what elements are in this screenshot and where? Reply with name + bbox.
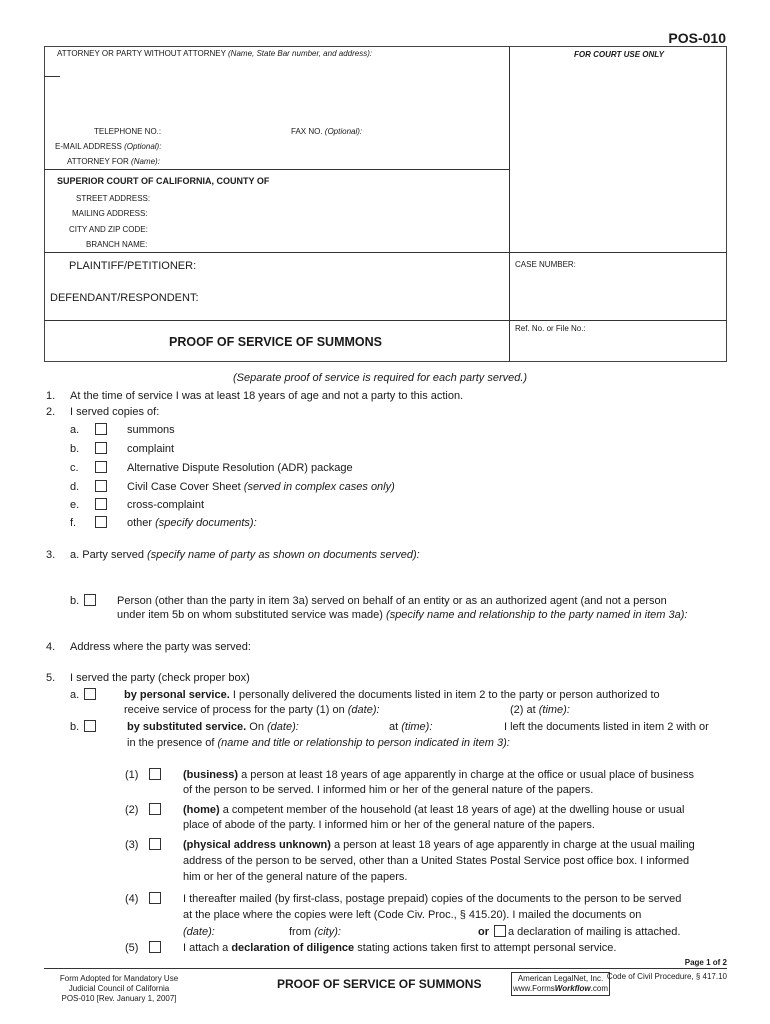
item5b-line2 — [127, 737, 510, 749]
address-unknown-label: (physical address unknown) — [183, 839, 331, 851]
business-label: (business) — [183, 769, 239, 781]
doc-label-other — [127, 517, 257, 529]
item3b-line2-text: under item 5b on whom substituted service was made) — [117, 609, 387, 621]
email-label — [55, 142, 161, 151]
item5b-at: at — [389, 721, 402, 733]
personal-service-label: by personal service. — [124, 689, 230, 701]
home-label: (home) — [183, 804, 220, 816]
cover-sheet-hint: (served in complex cases only) — [243, 481, 395, 493]
item5a-line2-text: receive service of process for the party (1) on — [124, 704, 348, 716]
item5-text: I served the party (check proper box) — [70, 672, 250, 684]
item3a-label: a. Party served — [70, 549, 148, 561]
street-label: STREET ADDRESS: — [76, 194, 151, 203]
item2-number: 2. — [46, 406, 56, 418]
item5a-line1 — [124, 689, 660, 701]
item5b-line2-hint: (name and title or relationship to person indicated in item 3): — [217, 737, 510, 749]
form-code: POS-010 — [668, 30, 726, 46]
doc-label-summons: summons — [127, 424, 175, 436]
item5a-line2 — [124, 704, 380, 716]
item3b-line1: Person (other than the party in item 3a) served on behalf of an entity or as an authorized agent (and not a person — [117, 595, 667, 607]
item3-number: 3. — [46, 549, 56, 561]
item5b-time-label: (time): — [401, 721, 433, 733]
fax-label-text: FAX NO. — [291, 127, 323, 136]
item5b-line2-pre: in the presence of — [127, 737, 218, 749]
attorney-label-text: ATTORNEY OR PARTY WITHOUT ATTORNEY — [57, 49, 226, 58]
declaration-mailing-checkbox[interactable] — [494, 925, 506, 937]
sub4-or: or — [478, 926, 489, 938]
adr-checkbox[interactable] — [95, 461, 107, 473]
branch-label: BRANCH NAME: — [86, 240, 148, 249]
sub5-text: stating actions taken first to attempt personal service. — [354, 942, 617, 954]
doc-label-cover-sheet — [127, 481, 395, 493]
page-number: Page 1 of 2 — [684, 958, 727, 967]
sub4-line2: at the place where the copies were left (Code Civ. Proc., § 415.20). I mailed the documents on — [183, 909, 642, 921]
sub4-from-text: from — [289, 926, 315, 938]
sub3-line2: address of the person to be served, other than a United States Postal Service post office box. I informed — [183, 855, 690, 867]
item5b-time — [389, 721, 432, 733]
sub1-line2: of the person to be served. I informed him or her of the general nature of the papers. — [183, 784, 594, 796]
legalnet-badge[interactable] — [511, 972, 610, 996]
diligence-checkbox[interactable] — [149, 941, 161, 953]
item3a-hint: (specify name of party as shown on documents served): — [147, 549, 420, 561]
footer-rule — [44, 968, 727, 969]
legalnet-url-a: www.Forms — [513, 984, 555, 993]
other-docs-checkbox[interactable] — [95, 516, 107, 528]
other-docs-hint: (specify documents): — [155, 517, 257, 529]
caption-box — [44, 46, 727, 362]
item5a-time — [510, 704, 570, 716]
fax-label — [291, 127, 362, 136]
sub2-number: (2) — [125, 804, 139, 816]
sub3-text: a person at least 18 years of age apparently in charge at the usual mailing — [330, 839, 695, 851]
divider-parties — [44, 320, 727, 321]
divider-court — [44, 252, 727, 253]
ref-no-label: Ref. No. or File No.: — [515, 324, 586, 333]
defendant-label: DEFENDANT/RESPONDENT: — [50, 292, 199, 304]
doc-letter: e. — [70, 499, 80, 511]
item5a-date-label: (date): — [347, 704, 380, 716]
attorney-for-text: ATTORNEY FOR — [67, 157, 129, 166]
code-citation: Code of Civil Procedure, § 417.10 — [606, 972, 727, 981]
summons-checkbox[interactable] — [95, 423, 107, 435]
complaint-checkbox[interactable] — [95, 442, 107, 454]
item5b-line1 — [127, 721, 299, 733]
sub4-line1: I thereafter mailed (by first-class, postage prepaid) copies of the documents to the person to be served — [183, 893, 682, 905]
substituted-service-checkbox[interactable] — [84, 720, 96, 732]
item4-number: 4. — [46, 641, 56, 653]
item5a-time-pre: (2) at — [510, 704, 539, 716]
sub1-line1 — [183, 769, 694, 781]
plaintiff-label: PLAINTIFF/PETITIONER: — [69, 260, 197, 272]
item5-number: 5. — [46, 672, 56, 684]
footer-title: PROOF OF SERVICE OF SUMMONS — [277, 977, 482, 991]
item5b-letter: b. — [70, 721, 80, 733]
caption-divider — [509, 46, 510, 362]
item2-text: I served copies of: — [70, 406, 160, 418]
sub3-line3: him or her of the general nature of the papers. — [183, 871, 408, 883]
doc-label-complaint: complaint — [127, 443, 175, 455]
address-unknown-checkbox[interactable] — [149, 838, 161, 850]
court-use-label: FOR COURT USE ONLY — [574, 50, 664, 59]
case-number-label: CASE NUMBER: — [515, 260, 576, 269]
sub2-text: a competent member of the household (at least 18 years of age) at the dwelling house or usual — [219, 804, 685, 816]
doc-label-cross-complaint: cross-complaint — [127, 499, 205, 511]
legalnet-name: American LegalNet, Inc. — [517, 974, 604, 983]
mailed-checkbox[interactable] — [149, 892, 161, 904]
item5b-left: I left the documents listed in item 2 with or — [504, 721, 709, 733]
item3a-text — [70, 549, 420, 561]
sub2-line2: place of abode of the party. I informed him or her of the general nature of the papers. — [183, 819, 595, 831]
sub4-city-label: (city): — [314, 926, 341, 938]
cover-sheet-checkbox[interactable] — [95, 480, 107, 492]
doc-label-adr: Alternative Dispute Resolution (ADR) package — [127, 462, 353, 474]
legalnet-url-c: .com — [590, 984, 608, 993]
adopted-line3: POS-010 [Rev. January 1, 2007] — [61, 994, 177, 1003]
sub5-pre: I attach a — [183, 942, 232, 954]
email-label-hint: (Optional): — [124, 142, 162, 151]
home-checkbox[interactable] — [149, 803, 161, 815]
substituted-service-label: by substituted service. — [127, 721, 247, 733]
sub4-decl: a declaration of mailing is attached. — [508, 926, 681, 938]
sub4-number: (4) — [125, 893, 139, 905]
attorney-tick — [44, 76, 60, 77]
item3b-hint: (specify name and relationship to the party named in item 3a): — [386, 609, 688, 621]
sub4-date-label: (date): — [183, 926, 215, 938]
item1-text: At the time of service I was at least 18 years of age and not a party to this action. — [70, 390, 464, 402]
sub5-number: (5) — [125, 942, 139, 954]
attorney-for-hint: (Name): — [131, 157, 160, 166]
cross-complaint-checkbox[interactable] — [95, 498, 107, 510]
sub1-number: (1) — [125, 769, 139, 781]
item1-number: 1. — [46, 390, 56, 402]
item5a-letter: a. — [70, 689, 80, 701]
item4-text: Address where the party was served: — [70, 641, 251, 653]
separate-note: (Separate proof of service is required for each party served.) — [233, 372, 528, 384]
item5b-on: On — [246, 721, 268, 733]
legalnet-url-b: Workflow — [554, 984, 591, 993]
divider-attorney — [44, 169, 509, 170]
telephone-label: TELEPHONE NO.: — [94, 127, 162, 136]
mailing-label: MAILING ADDRESS: — [72, 209, 148, 218]
item3b-line2 — [117, 609, 687, 621]
doc-letter: f. — [70, 517, 77, 529]
court-label: SUPERIOR COURT OF CALIFORNIA, COUNTY OF — [57, 176, 270, 186]
item3b-letter: b. — [70, 595, 80, 607]
doc-letter: b. — [70, 443, 80, 455]
adopted-line2: Judicial Council of California — [68, 984, 170, 993]
adopted-block — [44, 974, 194, 1004]
item5a-time-label: (time): — [538, 704, 570, 716]
sub3-number: (3) — [125, 839, 139, 851]
city-label: CITY AND ZIP CODE: — [69, 225, 148, 234]
fax-label-hint: (Optional): — [324, 127, 363, 136]
item5b-date-label: (date): — [267, 721, 299, 733]
doc-letter: c. — [70, 462, 79, 474]
doc-letter: a. — [70, 424, 80, 436]
diligence-label: declaration of diligence — [231, 942, 355, 954]
attorney-for-label — [67, 157, 160, 166]
item3b-checkbox[interactable] — [84, 594, 96, 606]
attorney-label-hint: (Name, State Bar number, and address): — [228, 49, 373, 58]
cover-sheet-text: Civil Case Cover Sheet — [127, 481, 244, 493]
business-checkbox[interactable] — [149, 768, 161, 780]
page-title: PROOF OF SERVICE OF SUMMONS — [169, 335, 382, 349]
sub4-from — [289, 926, 341, 938]
sub2-line1 — [183, 804, 684, 816]
adopted-line1: Form Adopted for Mandatory Use — [59, 974, 179, 983]
item5a-text: I personally delivered the documents listed in item 2 to the party or person authorized to — [229, 689, 660, 701]
other-docs-text: other — [127, 517, 156, 529]
attorney-label — [57, 49, 372, 58]
sub1-text: a person at least 18 years of age apparently in charge at the office or usual place of business — [238, 769, 694, 781]
doc-letter: d. — [70, 481, 80, 493]
personal-service-checkbox[interactable] — [84, 688, 96, 700]
sub5-line — [183, 942, 616, 954]
sub3-line1 — [183, 839, 695, 851]
legalnet-url[interactable] — [512, 984, 609, 994]
email-label-text: E-MAIL ADDRESS — [55, 142, 122, 151]
